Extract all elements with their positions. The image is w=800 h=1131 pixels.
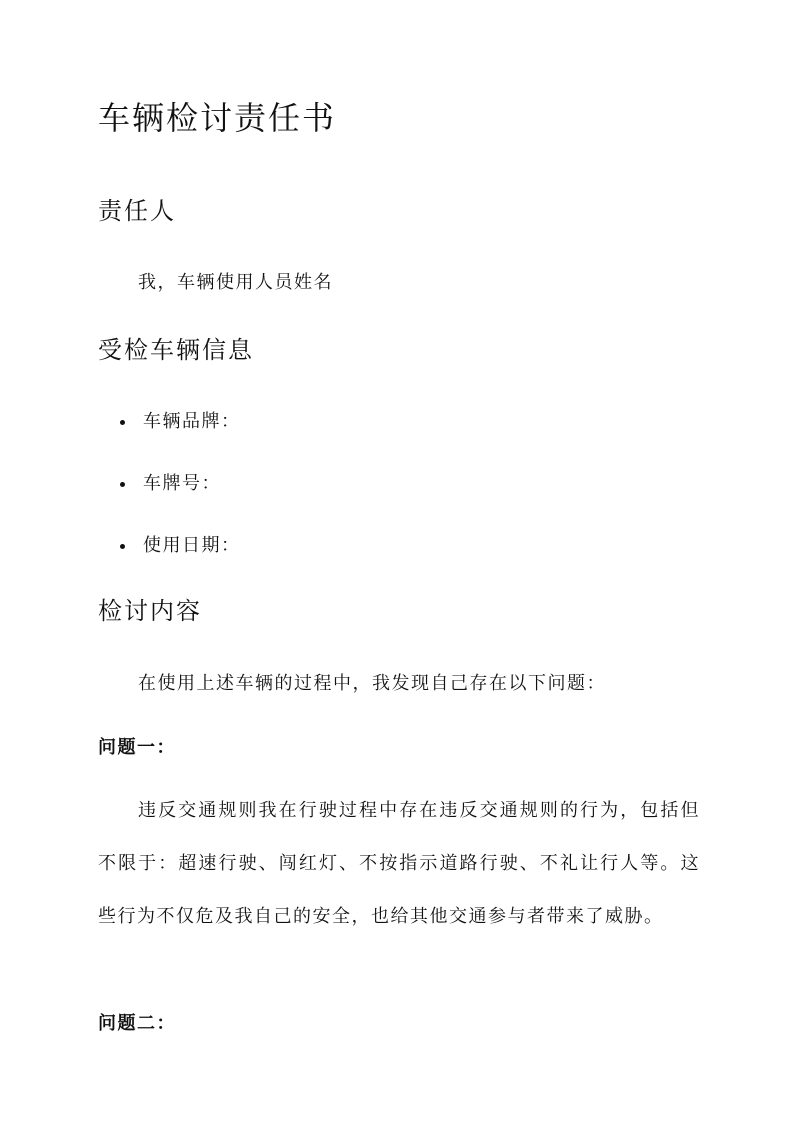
vehicle-info-item-date [120, 534, 241, 558]
vehicle-info-item-plate [120, 472, 221, 496]
issue-two-label: 问题二： [98, 1013, 176, 1034]
bullet-icon [120, 482, 125, 487]
section-heading-review: 检讨内容 [98, 597, 202, 625]
issue-one-label: 问题一： [98, 737, 176, 758]
section-heading-vehicle-info: 受检车辆信息 [98, 336, 254, 364]
review-intro: 在使用上述车辆的过程中，我发现自己存在以下问题： [138, 673, 606, 694]
responsible-statement: 我，车辆使用人员姓名 [138, 272, 333, 293]
vehicle-info-label: 车牌号： [143, 473, 221, 494]
bullet-icon [120, 420, 125, 425]
section-heading-responsible: 责任人 [98, 197, 176, 225]
vehicle-info-item-brand [120, 410, 241, 434]
issue-one-text: 违反交通规则我在行驶过程中存在违反交通规则的行为，包括但不限于：超速行驶、闯红灯、不按指示道路行驶、不礼让行人等。这些行为不仅危及我自己的安全，也给其他交通参与者带来了威胁。 [98, 800, 700, 927]
document-title: 车辆检讨责任书 [98, 99, 337, 137]
bullet-icon [120, 544, 125, 549]
vehicle-info-label: 使用日期： [143, 535, 241, 556]
vehicle-info-label: 车辆品牌： [143, 411, 241, 432]
